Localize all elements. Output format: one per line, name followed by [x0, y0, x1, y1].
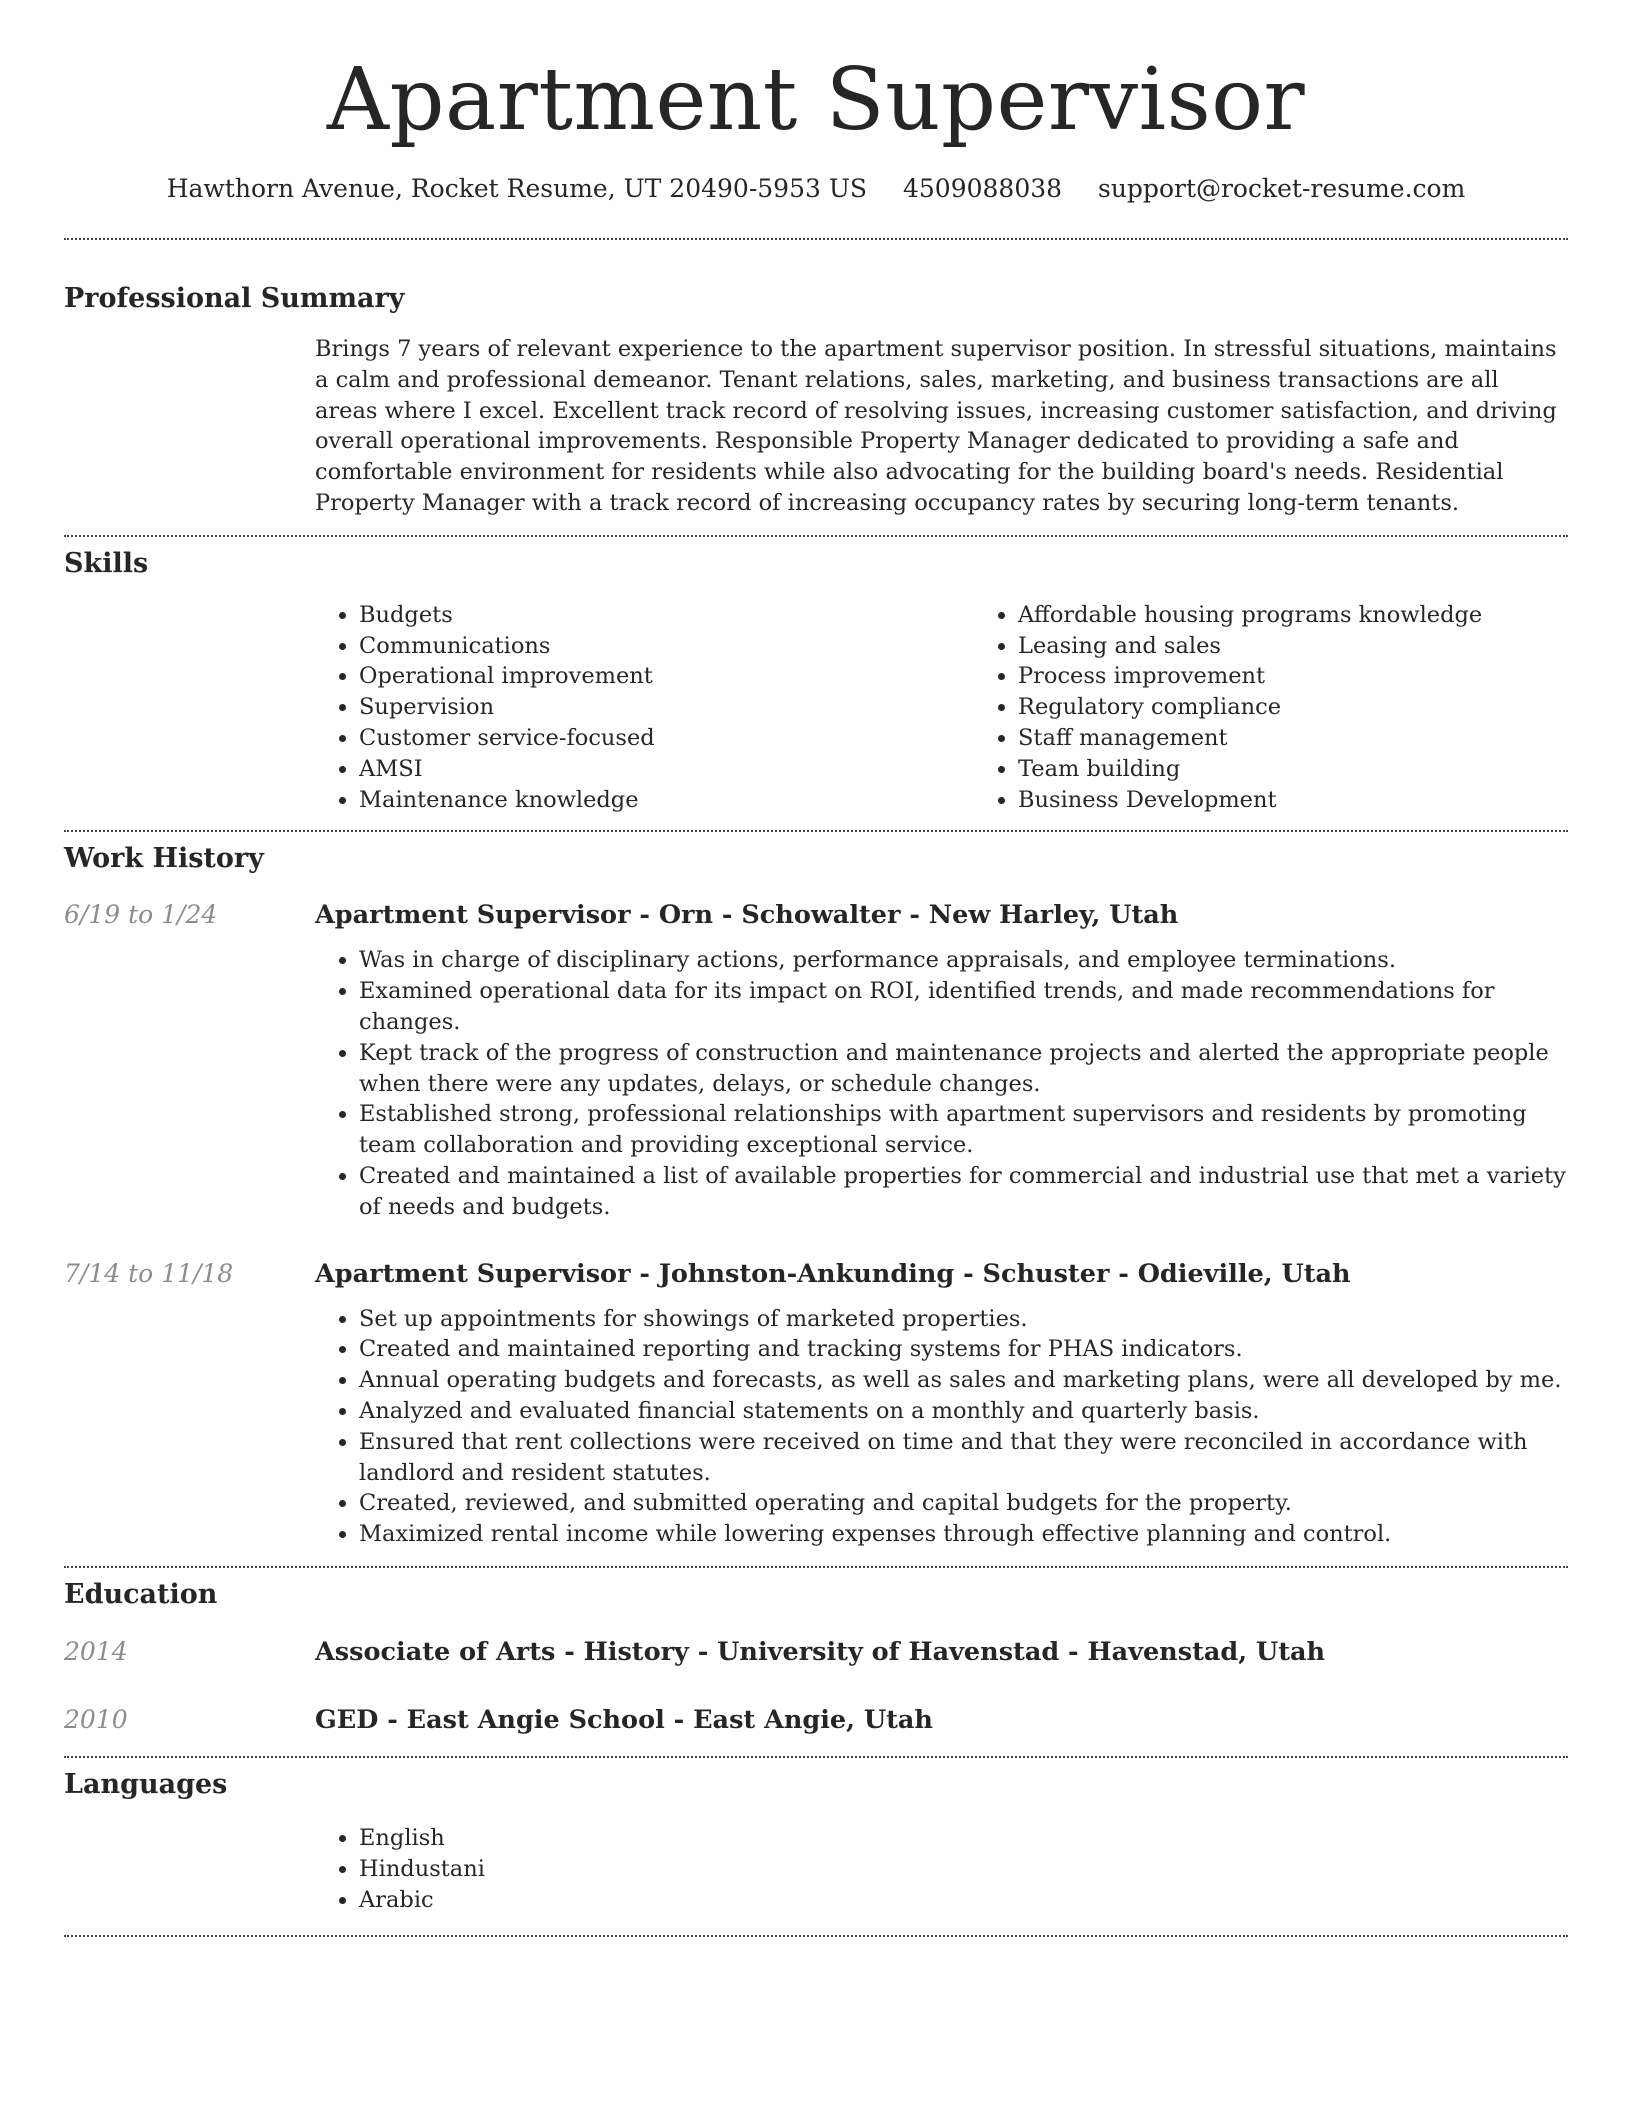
language-item: • Hindustani — [359, 1854, 1568, 1885]
education-section — [64, 1578, 1568, 1737]
education-degree: Associate of Arts - History - University of Havenstad - Havenstad, Utah — [315, 1636, 1326, 1667]
contact-address: Hawthorn Avenue, Rocket Resume, UT 20490-5953 US — [166, 174, 868, 203]
language-item: • Arabic — [359, 1885, 1568, 1916]
education-title: Education — [64, 1578, 218, 1610]
skill-item: • Process improvement — [1018, 661, 1632, 692]
job-bullet: • Maximized rental income while lowering expenses through effective planning and control. — [359, 1519, 1568, 1550]
job-bullet: • Kept track of the progress of construction and maintenance projects and alerted the appropriate people when there were any updates, delays, or schedule changes. — [359, 1038, 1568, 1100]
education-entry — [64, 1703, 1568, 1737]
job-heading: Apartment Supervisor - Orn - Schowalter - New Harley, Utah — [315, 900, 1179, 931]
section-divider — [64, 1935, 1568, 1937]
summary-section — [64, 282, 1568, 519]
candidate-name: Apartment Supervisor — [326, 50, 1306, 150]
skills-list-right — [974, 600, 1632, 816]
job-bullet: • Annual operating budgets and forecasts, as well as sales and marketing plans, were all developed by me. — [359, 1365, 1568, 1396]
job-bullet: • Established strong, professional relationships with apartment supervisors and residents by promoting team collaboration and providing exceptional service. — [359, 1099, 1568, 1161]
skills-title: Skills — [64, 547, 149, 579]
summary-text: Brings 7 years of relevant experience to the apartment supervisor position. In stressful situations, maintains a calm and professional demeanor. Tenant relations, sales, marketing, and business transactions are all areas where I excel. Excellent track record of resolving issues, increasing customer satisfaction, and driving overall operational improvements. Responsible Property Manager dedicated to providing a safe and comfortable environment for residents while also advocating for the building board's needs. Residential Property Manager with a track record of increasing occupancy rates by securing long-term tenants. — [315, 336, 1557, 516]
skill-item: • Maintenance knowledge — [359, 785, 974, 816]
education-degree: GED - East Angie School - East Angie, Utah — [315, 1704, 933, 1735]
skill-item: • Regulatory compliance — [1018, 692, 1632, 723]
section-divider — [64, 1566, 1568, 1568]
skill-item: • Leasing and sales — [1018, 631, 1632, 662]
section-divider — [64, 238, 1568, 240]
job-heading: Apartment Supervisor - Johnston-Ankunding - Schuster - Odieville, Utah — [315, 1258, 1351, 1289]
languages-list — [315, 1823, 1568, 1915]
summary-title: Professional Summary — [64, 283, 405, 314]
job-dates: 7/14 to 11/18 — [64, 1258, 234, 1288]
skill-item: • Communications — [359, 631, 974, 662]
contact-email: support@rocket-resume.com — [1098, 174, 1466, 203]
education-year: 2014 — [64, 1636, 128, 1666]
job-bullets — [315, 1304, 1568, 1550]
job-bullets — [315, 945, 1568, 1222]
languages-section — [64, 1768, 1568, 1915]
education-year: 2010 — [64, 1704, 128, 1734]
job-entry — [64, 1257, 1568, 1550]
work-history-section — [64, 842, 1568, 1550]
skill-item: • AMSI — [359, 754, 974, 785]
section-divider — [64, 830, 1568, 832]
work-history-title: Work History — [64, 843, 264, 875]
job-bullet: • Created and maintained a list of available properties for commercial and industrial use that met a variety of needs and budgets. — [359, 1161, 1568, 1223]
job-dates: 6/19 to 1/24 — [64, 900, 218, 930]
resume-header — [64, 0, 1568, 206]
job-bullet: • Created and maintained reporting and tracking systems for PHAS indicators. — [359, 1334, 1568, 1365]
job-bullet: • Ensured that rent collections were received on time and that they were reconciled in accordance with landlord and resident statutes. — [359, 1427, 1568, 1489]
job-bullet: • Was in charge of disciplinary actions, performance appraisals, and employee terminations. — [359, 945, 1568, 976]
skills-section — [64, 547, 1568, 816]
job-bullet: • Created, reviewed, and submitted operating and capital budgets for the property. — [359, 1488, 1568, 1519]
languages-title: Languages — [64, 1768, 228, 1800]
skill-item: • Supervision — [359, 692, 974, 723]
job-bullet: • Analyzed and evaluated financial statements on a monthly and quarterly basis. — [359, 1396, 1568, 1427]
section-divider — [64, 535, 1568, 537]
job-bullet: • Set up appointments for showings of marketed properties. — [359, 1304, 1568, 1335]
skill-item: • Business Development — [1018, 785, 1632, 816]
resume-page — [64, 0, 1568, 1937]
skills-list-left — [315, 600, 974, 816]
contact-line — [64, 172, 1568, 206]
skill-item: • Operational improvement — [359, 661, 974, 692]
job-entry — [64, 898, 1568, 1222]
skill-item: • Budgets — [359, 600, 974, 631]
skill-item: • Affordable housing programs knowledge — [1018, 600, 1632, 631]
skill-item: • Customer service-focused — [359, 723, 974, 754]
job-bullet: • Examined operational data for its impact on ROI, identified trends, and made recommendations for changes. — [359, 976, 1568, 1038]
skill-item: • Team building — [1018, 754, 1632, 785]
language-item: • English — [359, 1823, 1568, 1854]
section-divider — [64, 1756, 1568, 1758]
education-entry — [64, 1635, 1568, 1669]
skill-item: • Staff management — [1018, 723, 1632, 754]
contact-phone: 4509088038 — [902, 174, 1063, 203]
